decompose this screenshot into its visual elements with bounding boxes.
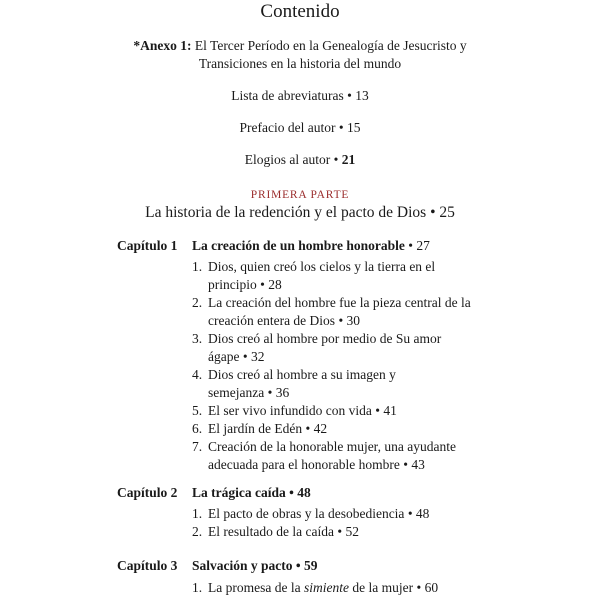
section-line1: El resultado de la caída — [208, 524, 334, 539]
section-line2: creación entera de Dios — [208, 313, 336, 328]
section-page: 28 — [268, 277, 282, 292]
section-line2: principio — [208, 277, 257, 292]
section-line2: ágape — [208, 349, 240, 364]
separator-bullet: • — [403, 457, 409, 472]
section-page: 30 — [346, 313, 361, 328]
part-title-entry[interactable] — [0, 203, 600, 223]
toc-entry-label: Elogios al autor — [244, 152, 331, 167]
toc-entry-page: 15 — [346, 120, 361, 135]
separator-bullet: • — [333, 152, 339, 167]
section-page: 60 — [424, 580, 439, 595]
section-line1: La creación del hombre fue la pieza central de la — [208, 295, 471, 310]
page-title: Contenido — [260, 1, 340, 22]
annex-entry-line1[interactable] — [0, 37, 600, 55]
section-page: 41 — [383, 403, 397, 418]
chapter-2-entry[interactable] — [192, 484, 311, 502]
section-text-pre: La promesa de la — [208, 580, 301, 595]
section-line1: Dios creó al hombre a su imagen y — [208, 367, 396, 382]
section-item[interactable] — [192, 523, 522, 541]
separator-bullet: • — [295, 558, 301, 573]
section-item[interactable] — [192, 402, 522, 420]
separator-bullet: • — [242, 349, 248, 364]
section-number: 4. — [192, 367, 203, 382]
section-number: 1. — [192, 506, 203, 521]
separator-bullet: • — [338, 120, 344, 135]
toc-entry-preface[interactable] — [0, 119, 600, 137]
part-title: La historia de la redención y el pacto de Dios — [145, 204, 427, 221]
chapter-title: La creación de un hombre honorable — [192, 238, 405, 253]
section-text-italic: simiente — [303, 580, 349, 595]
annex-text-line1: El Tercer Período en la Genealogía de Jesucristo y — [194, 38, 467, 53]
separator-bullet: • — [347, 88, 352, 103]
chapter-page: 27 — [416, 238, 430, 253]
section-item[interactable] — [192, 579, 522, 597]
section-line1: Dios creó al hombre por medio de Su amor — [208, 331, 442, 346]
section-page: 48 — [415, 506, 430, 521]
section-page: 36 — [275, 385, 290, 400]
section-page: 52 — [345, 524, 359, 539]
section-page: 32 — [250, 349, 265, 364]
section-page: 42 — [313, 421, 328, 436]
separator-bullet: • — [305, 421, 311, 436]
separator-bullet: • — [337, 524, 343, 539]
toc-entry-label: Prefacio del autor — [239, 120, 336, 135]
separator-bullet: • — [407, 506, 413, 521]
section-line1: El jardín de Edén — [208, 421, 303, 436]
chapter-page: 48 — [297, 485, 311, 500]
chapter-3-label: Capítulo 3 — [117, 558, 178, 573]
section-number: 7. — [192, 439, 203, 454]
toc-entry-page: 21 — [341, 152, 356, 167]
section-line1: Creación de la honorable mujer, una ayudante — [208, 439, 456, 454]
part-label: PRIMERA PARTE — [250, 189, 350, 201]
toc-entry-abbreviations[interactable] — [0, 87, 600, 105]
section-number: 5. — [192, 403, 203, 418]
chapter-3-entry[interactable] — [192, 557, 318, 575]
section-number: 1. — [192, 580, 203, 595]
chapter-1-entry[interactable] — [192, 237, 430, 255]
section-line2: semejanza — [208, 385, 265, 400]
section-page: 43 — [411, 457, 425, 472]
separator-bullet: • — [260, 277, 265, 292]
section-item[interactable] — [192, 366, 522, 402]
section-number: 2. — [192, 295, 203, 310]
section-item[interactable] — [192, 420, 522, 438]
separator-bullet: • — [408, 238, 413, 253]
separator-bullet: • — [416, 580, 422, 595]
chapter-1-label: Capítulo 1 — [117, 238, 178, 253]
separator-bullet: • — [289, 485, 294, 500]
section-item[interactable] — [192, 294, 522, 330]
section-number: 1. — [192, 259, 203, 274]
toc-entry-label: Lista de abreviaturas — [231, 88, 344, 103]
section-text-post: de la mujer — [352, 580, 414, 595]
section-line2: adecuada para el honorable hombre — [208, 457, 400, 472]
section-line1: El ser vivo infundido con vida — [208, 403, 372, 418]
section-line1: Dios, quien creó los cielos y la tierra en el — [208, 259, 436, 274]
section-number: 2. — [192, 524, 203, 539]
section-item[interactable] — [192, 258, 522, 294]
section-number: 6. — [192, 421, 203, 436]
section-item[interactable] — [192, 330, 522, 366]
toc-entry-page: 13 — [355, 88, 369, 103]
section-number: 3. — [192, 331, 203, 346]
separator-bullet: • — [267, 385, 273, 400]
toc-entry-praise[interactable] — [0, 151, 600, 169]
section-item[interactable] — [192, 438, 522, 474]
separator-bullet: • — [338, 313, 344, 328]
chapter-page: 59 — [304, 558, 318, 573]
section-item[interactable] — [192, 505, 522, 523]
annex-label: *Anexo 1: — [133, 38, 192, 53]
annex-text-line2: Transiciones en la historia del mundo — [198, 56, 402, 71]
chapter-title: Salvación y pacto — [192, 558, 293, 573]
section-line1: El pacto de obras y la desobediencia — [208, 506, 405, 521]
part-page: 25 — [439, 204, 455, 221]
separator-bullet: • — [430, 204, 436, 221]
separator-bullet: • — [375, 403, 380, 418]
chapter-2-label: Capítulo 2 — [117, 485, 178, 500]
chapter-title: La trágica caída — [192, 485, 286, 500]
annex-entry-line2[interactable] — [0, 55, 600, 73]
